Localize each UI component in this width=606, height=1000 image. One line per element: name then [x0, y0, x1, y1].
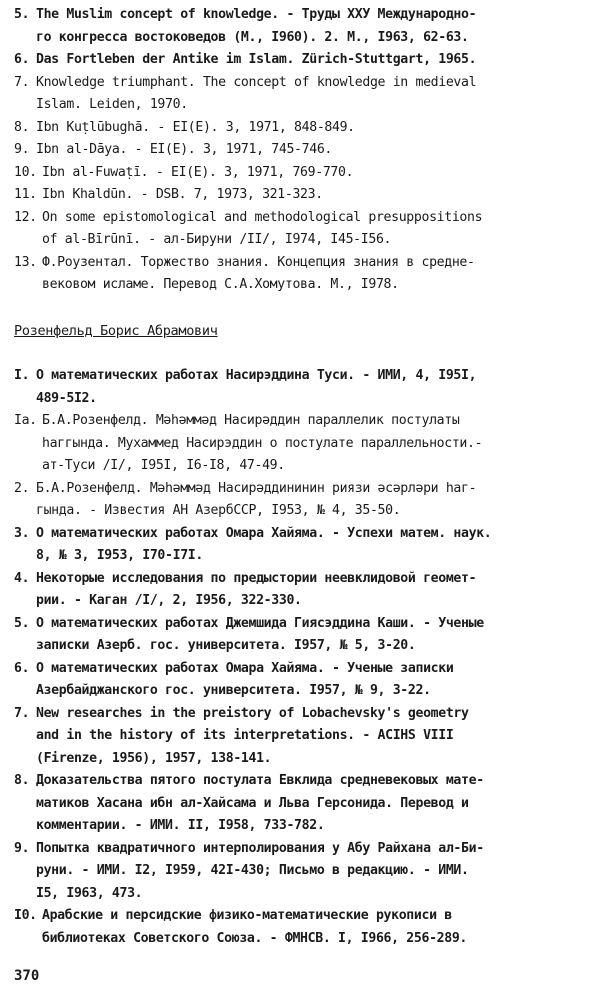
- entry-continuation-line: [14, 680, 594, 703]
- entry-number: I.: [14, 368, 30, 383]
- entry-text: библиотеках Советского Союза. - ФМНСВ. I, I966, 256-289.: [42, 930, 468, 946]
- entry-text: Ibn al-Dāya. - EI(E). 3, 1971, 745-746.: [36, 142, 332, 157]
- entry-continuation-line: [14, 748, 594, 771]
- entry-text: О математических работах Омара Хайяма. - Ученые записки: [36, 660, 454, 676]
- bibliography-entry: [14, 4, 594, 49]
- bibliography-entry: [14, 703, 594, 771]
- entry-number: 9.: [14, 142, 30, 157]
- entry-first-line: [14, 365, 594, 388]
- entry-first-line: [14, 252, 594, 275]
- entry-text: Б.А.Розенфелд. Мәhәммәд Насирәддининин риязи әсәрләри hаг-: [36, 480, 477, 496]
- entry-number: I0.: [14, 908, 37, 923]
- entry-first-line: [14, 49, 594, 72]
- entry-number: 6.: [14, 660, 30, 676]
- entry-number: 5.: [14, 615, 30, 631]
- entry-number: 8.: [14, 773, 30, 788]
- bibliography-entry: [14, 523, 594, 568]
- entry-text: Некоторые исследования по предыстории неевклидовой геомет-: [36, 570, 477, 586]
- entry-first-line: [14, 838, 594, 861]
- entry-continuation-line: [14, 590, 594, 613]
- entry-continuation-line: [14, 433, 594, 456]
- entry-continuation-line: [14, 793, 594, 816]
- bibliography-entry: [14, 184, 594, 207]
- entry-first-line: [14, 162, 594, 185]
- entry-number: Iа.: [14, 413, 37, 428]
- entry-continuation-line: [14, 860, 594, 883]
- entry-text: О математических работах Омара Хайяма. - Успехи матем. наук.: [36, 525, 492, 541]
- bibliography-entry: [14, 49, 594, 72]
- entry-continuation-line: [14, 94, 594, 117]
- entry-first-line: [14, 4, 594, 27]
- entry-text: руни. - ИМИ. I2, I959, 42I-430; Письмо в редакцию. - ИМИ.: [36, 863, 469, 878]
- entry-continuation-line: [14, 635, 594, 658]
- entry-text: Knowledge triumphant. The concept of knowledge in medieval: [36, 74, 477, 90]
- bibliography-entry: [14, 568, 594, 613]
- entry-number: 3.: [14, 525, 30, 541]
- entry-number: 11.: [14, 187, 37, 202]
- entry-text: Ibn al-Fuwaṭī. - EI(E). 3, 1971, 769-770.: [42, 164, 354, 180]
- entry-text: 8, № 3, I953, I70-I7I.: [36, 548, 203, 563]
- entry-continuation-line: [14, 229, 594, 252]
- entry-text: Арабские и персидские физико-математические рукописи в: [42, 908, 452, 923]
- entry-number: 10.: [14, 164, 37, 180]
- entry-text: I5, I963, 473.: [36, 885, 143, 901]
- bibliography-entry: [14, 207, 594, 252]
- bibliography-entry: [14, 162, 594, 185]
- entry-number: 2.: [14, 480, 30, 496]
- bibliography-entry: [14, 410, 594, 478]
- entry-first-line: [14, 523, 594, 546]
- bibliography-entry: [14, 72, 594, 117]
- entry-number: 9.: [14, 840, 30, 856]
- entry-continuation-line: [14, 274, 594, 297]
- entry-number: 13.: [14, 254, 37, 270]
- entry-first-line: [14, 703, 594, 726]
- entry-number: 5.: [14, 7, 30, 22]
- entry-text: Попытка квадратичного интерполирования у Абу Райхана ал-Би-: [36, 840, 484, 856]
- entry-first-line: [14, 184, 594, 207]
- entry-text: го конгресса востоковедов (М., I960). 2. М., I963, 62-63.: [36, 29, 469, 45]
- entry-text: (Firenze, 1956), 1957, 138-141.: [36, 750, 272, 766]
- entry-text: The Muslim concept of knowledge. - Труды XXУ Международно-: [36, 7, 477, 22]
- entry-number: 7.: [14, 74, 30, 90]
- entry-text: О математических работах Насирэддина Туси. - ИМИ, 4, I95I,: [36, 368, 477, 383]
- entry-first-line: [14, 613, 594, 636]
- entry-text: О математических работах Джемшида Гиясэддина Каши. - Ученые: [36, 615, 484, 631]
- entry-text: Das Fortleben der Antike im Islam. Zürich-Stuttgart, 1965.: [36, 52, 477, 67]
- author-heading: Розенфельд Борис Абрамович: [14, 323, 218, 339]
- entry-number: 6.: [14, 52, 30, 67]
- entry-text: Доказательства пятого постулата Евклида средневековых мате-: [36, 773, 484, 788]
- entry-text: of al-Bīrūnī. - ал-Бируни /II/, I974, I45-I56.: [42, 232, 392, 247]
- entry-text: New researches in the preistory of Lobachevsky's geometry: [36, 705, 469, 721]
- entry-text: Б.А.Розенфелд. Мәhәммәд Насирәддин параллелик постулаты: [42, 413, 460, 428]
- entry-text: 489-5I2.: [36, 390, 97, 406]
- entry-first-line: [14, 117, 594, 140]
- entry-text: комментарии. - ИМИ. II, I958, 733-782.: [36, 818, 325, 833]
- entry-continuation-line: [14, 928, 594, 951]
- entry-number: 8.: [14, 119, 30, 135]
- entry-continuation-line: [14, 27, 594, 50]
- entry-continuation-line: [14, 815, 594, 838]
- entry-first-line: [14, 139, 594, 162]
- entry-first-line: [14, 478, 594, 501]
- entry-text: записки Азерб. гос. университета. I957, № 5, 3-20.: [36, 638, 416, 653]
- bibliography-entry: [14, 770, 594, 838]
- entry-number: 12.: [14, 209, 37, 225]
- entry-text: Азербайджанского гос. университета. I957, № 9, 3-22.: [36, 683, 431, 698]
- entry-continuation-line: [14, 883, 594, 906]
- entry-text: ат-Туси /I/, I95I, I6-I8, 47-49.: [42, 458, 285, 473]
- entry-text: рии. - Каган /I/, 2, I956, 322-330.: [36, 593, 302, 608]
- bibliography-entry: [14, 613, 594, 658]
- entry-first-line: [14, 410, 594, 433]
- entry-first-line: [14, 568, 594, 591]
- entry-continuation-line: [14, 545, 594, 568]
- entry-first-line: [14, 905, 594, 928]
- bibliography-entry: [14, 117, 594, 140]
- bibliography-entry: [14, 252, 594, 297]
- bibliography-entry: [14, 838, 594, 906]
- entry-continuation-line: [14, 725, 594, 748]
- entry-number: 4.: [14, 570, 30, 586]
- entry-text: Ibn Kuṭlūbughā. - EI(E). 3, 1971, 848-849.: [36, 119, 355, 135]
- entry-text: Islam. Leiden, 1970.: [36, 97, 188, 112]
- entry-text: вековом исламе. Перевод С.А.Хомутова. М., I978.: [42, 277, 399, 292]
- entry-number: 7.: [14, 705, 30, 721]
- entry-text: hаггында. Мухаммед Насирэддин о постулате параллельности.-: [42, 435, 483, 451]
- entry-text: матиков Хасана ибн ал-Хайсама и Льва Герсонида. Перевод и: [36, 795, 469, 811]
- entry-text: On some epistomological and methodological presuppositions: [42, 209, 483, 225]
- entry-text: Ibn Khaldūn. - DSB. 7, 1973, 321-323.: [42, 187, 323, 202]
- entry-text: and in the history of its interpretations. - ACIHS VIII: [36, 728, 454, 743]
- bibliography-entry: [14, 658, 594, 703]
- entry-first-line: [14, 207, 594, 230]
- entry-text: гында. - Известия АН АзербССР, I953, № 4, 35-50.: [36, 503, 401, 518]
- entry-text: Ф.Роузентал. Торжество знания. Концепция знания в средне-: [42, 254, 475, 270]
- bibliography-entry: [14, 478, 594, 523]
- entry-first-line: [14, 770, 594, 793]
- entry-first-line: [14, 72, 594, 95]
- entry-continuation-line: [14, 455, 594, 478]
- entry-continuation-line: [14, 388, 594, 411]
- bibliography-entry: [14, 365, 594, 410]
- bibliography-entry: [14, 905, 594, 950]
- bibliography-entry: [14, 139, 594, 162]
- entry-continuation-line: [14, 500, 594, 523]
- page-number: 370: [14, 968, 40, 984]
- entry-first-line: [14, 658, 594, 681]
